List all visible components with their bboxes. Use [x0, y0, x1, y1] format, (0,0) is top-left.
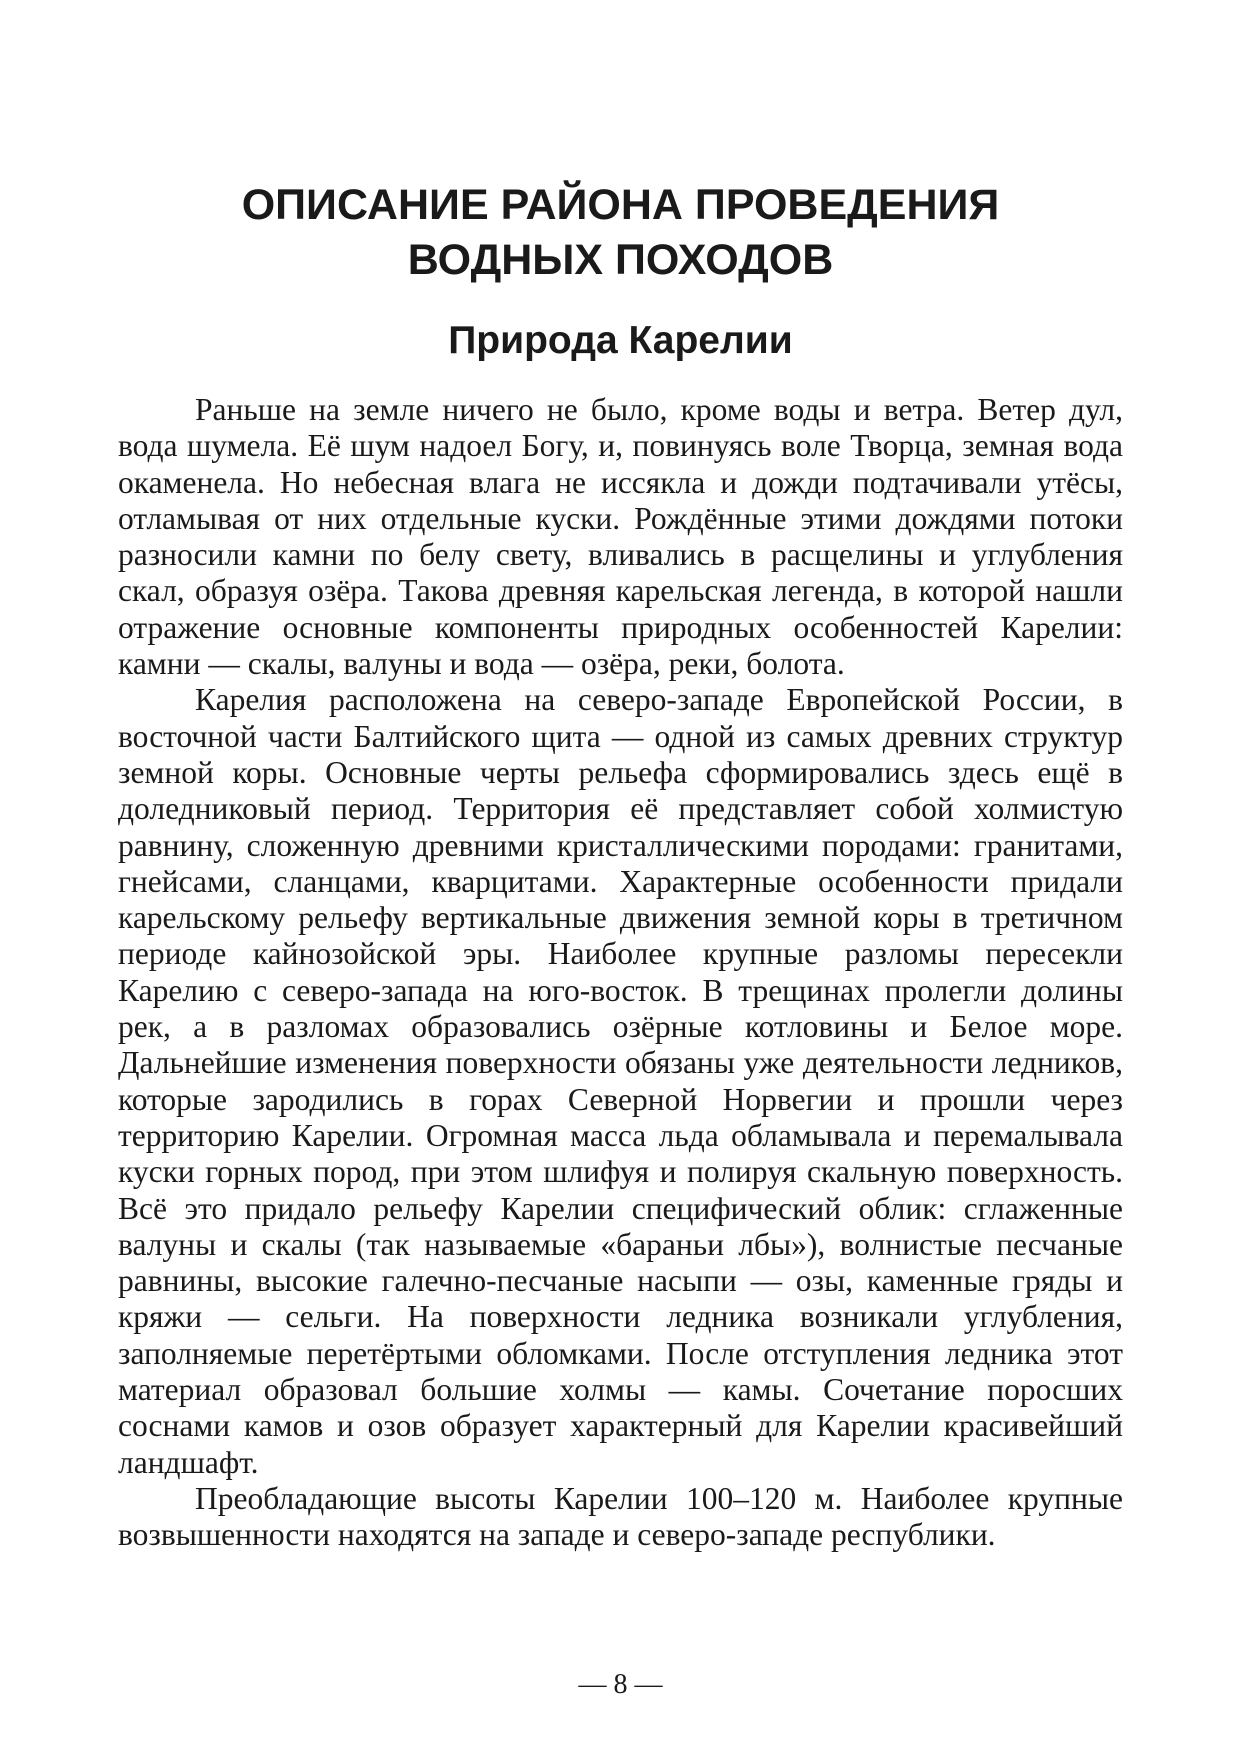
section-title: Природа Карелии: [448, 319, 793, 362]
chapter-title: [0, 178, 1241, 288]
body-text: [118, 392, 1123, 1554]
paragraph-heights: Преобладающие высоты Карелии 100–120 м. Наиболее крупные возвышенности находятся на западе и северо-западе республики.: [118, 1480, 1123, 1553]
paragraph-legend: Раньше на земле ничего не было, кроме воды и ветра. Ветер дул, вода шумела. Её шум надоел Богу, и, повинуясь воле Творца, земная вода окаменела. Но небесная влага не иссякла и дожди подтачивали утёсы, отламывая от них отдельные куски. Рождённые этими дождями потоки разносили камни по белу свету, вливались в расщелины и углубления скал, образуя озёра. Такова древняя карельская легенда, в которой нашли отражение основные компоненты природных особенностей Карелии: камни — скалы, валуны и вода — озёра, реки, болота.: [118, 392, 1123, 682]
chapter-title-line-1: ОПИСАНИЕ РАЙОНА ПРОВЕДЕНИЯ: [241, 181, 1000, 229]
chapter-title-line-2: ВОДНЫХ ПОХОДОВ: [407, 236, 834, 284]
page-number: — 8 —: [578, 1669, 663, 1700]
paragraph-geology: Карелия расположена на северо-западе Европейской России, в восточной части Балтийского щита — одной из самых древних структур земной коры. Основные черты рельефа сформировались здесь ещё в доледниковый период. Территория её представляет собой холмистую равнину, сложенную древними кристаллическими породами: гранитами, гнейсами, сланцами, кварцитами. Характерные особенности придали карельскому рельефу вертикальные движения земной коры в третичном периоде кайнозойской эры. Наиболее крупные разломы пересекли Карелию с северо-запада на юго-восток. В трещинах пролегли долины рек, а в разломах образовались озёрные котловины и Белое море. Дальнейшие изменения поверхности обязаны уже деятельности ледников, которые зародились в горах Северной Норвегии и прошли через территорию Карелии. Огромная масса льда обламывала и перемалывала куски горных пород, при этом шлифуя и полируя скальную поверхность. Всё это придало рельефу Карелии специфический облик: сглаженные валуны и скалы (так называемые «бараньи лбы»), волнистые песчаные равнины, высокие галечно-песчаные насыпи — озы, каменные гряды и кряжи — сельги. На поверхности ледника возникали углубления, заполняемые перетёртыми обломками. После отступления ледника этот материал образовал большие холмы — камы. Сочетание поросших соснами камов и озов образует характерный для Карелии красивейший ландшафт.: [118, 682, 1123, 1480]
